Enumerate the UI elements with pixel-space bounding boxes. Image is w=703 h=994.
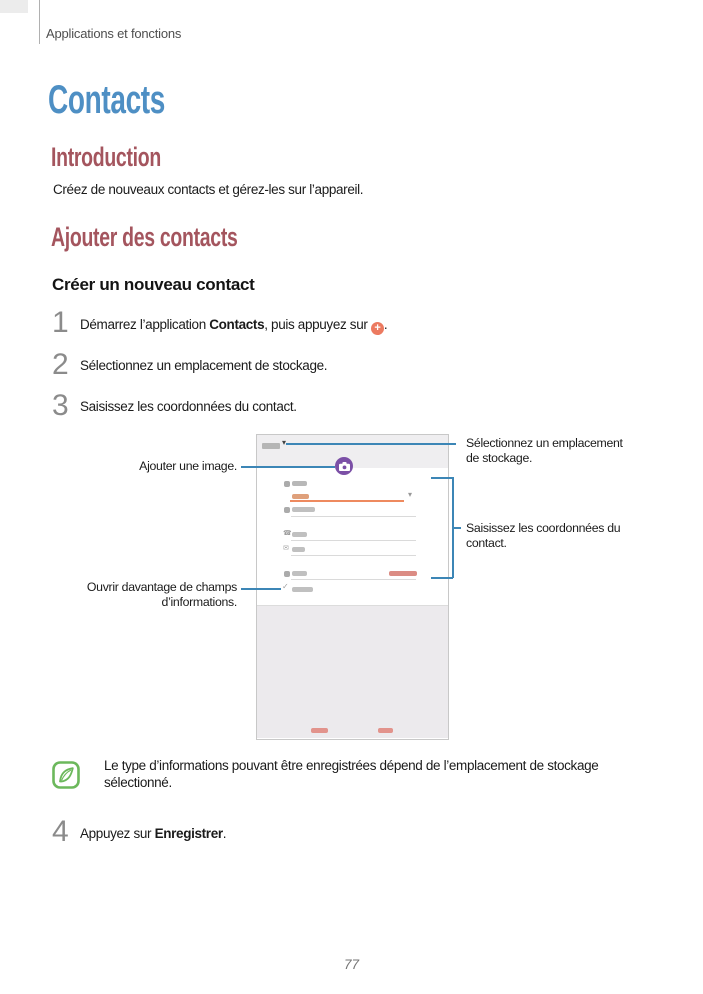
organization-icon: [284, 507, 290, 513]
step-number-2: 2: [52, 348, 68, 381]
camera-icon: [339, 462, 350, 471]
label-icon: [284, 571, 290, 577]
callout-more-fields: Ouvrir davantage de champs d’informations.: [86, 580, 237, 609]
bracket-bottom-tick: [431, 577, 453, 579]
add-contact-plus-icon: +: [371, 322, 384, 335]
email-icon: ✉: [283, 544, 289, 552]
page-number: 77: [343, 957, 360, 972]
person-icon: [284, 481, 290, 487]
callout-line-add-image: [241, 466, 335, 468]
name-caret-down-icon: ▾: [408, 490, 413, 499]
callout-add-image: Ajouter une image.: [139, 459, 237, 473]
more-fields-placeholder: [292, 587, 313, 592]
notice-icon: [52, 761, 80, 794]
add-photo-button: [335, 457, 353, 475]
cancel-button-placeholder: [311, 728, 328, 733]
bracket-middle-tick: [452, 527, 461, 529]
step-number-1: 1: [52, 306, 68, 339]
phone-icon: ☎: [283, 529, 292, 537]
callout-storage: Sélectionnez un emplacement de stockage.: [466, 436, 623, 465]
contacts-app-screenshot: [256, 434, 449, 740]
step-number-3: 3: [52, 389, 68, 422]
notice-text: Le type d’informations pouvant être enregistrées dépend de l’emplacement de stockage sélectionné.: [104, 758, 599, 790]
header-rule: [39, 0, 40, 44]
page-title: Contacts: [48, 78, 165, 122]
step-number-4: 4: [52, 815, 68, 848]
save-button-placeholder: [378, 728, 393, 733]
callout-line-more-fields: [241, 588, 281, 590]
page-corner-mark: [0, 0, 28, 13]
section-heading-introduction: Introduction: [51, 142, 161, 172]
label-underline: [291, 579, 416, 580]
name-field-underline: [290, 500, 404, 502]
keyboard-area: [257, 605, 448, 738]
check-icon: ✓: [282, 582, 289, 591]
callout-line-storage: [286, 443, 456, 445]
name-value-placeholder: [292, 494, 309, 499]
caret-down-icon: ▾: [282, 438, 287, 447]
phone-placeholder: [292, 532, 307, 537]
step-4-text: Appuyez sur Enregistrer.: [80, 826, 227, 841]
step-2-text: Sélectionnez un emplacement de stockage.: [80, 358, 328, 373]
label-type-placeholder: [389, 571, 417, 576]
storage-dropdown: [262, 443, 280, 449]
subsection-heading-creer: Créer un nouveau contact: [52, 275, 255, 294]
phone-underline: [291, 540, 416, 541]
organization-placeholder: [292, 507, 315, 512]
step-1-text: Démarrez l’application Contacts, puis appuyez sur + .: [80, 317, 388, 334]
email-placeholder: [292, 547, 305, 552]
bracket-top-tick: [431, 477, 453, 479]
name-label-placeholder: [292, 481, 307, 486]
organization-underline: [291, 516, 416, 517]
email-underline: [291, 555, 416, 556]
introduction-body: Créez de nouveaux contacts et gérez-les sur l’appareil.: [53, 182, 364, 197]
chapter-header: Applications et fonctions: [46, 26, 182, 41]
step-3-text: Saisissez les coordonnées du contact.: [80, 399, 297, 414]
section-heading-ajouter: Ajouter des contacts: [51, 222, 238, 252]
callout-contact-info: Saisissez les coordonnées du contact.: [466, 521, 621, 550]
label-placeholder: [292, 571, 307, 576]
